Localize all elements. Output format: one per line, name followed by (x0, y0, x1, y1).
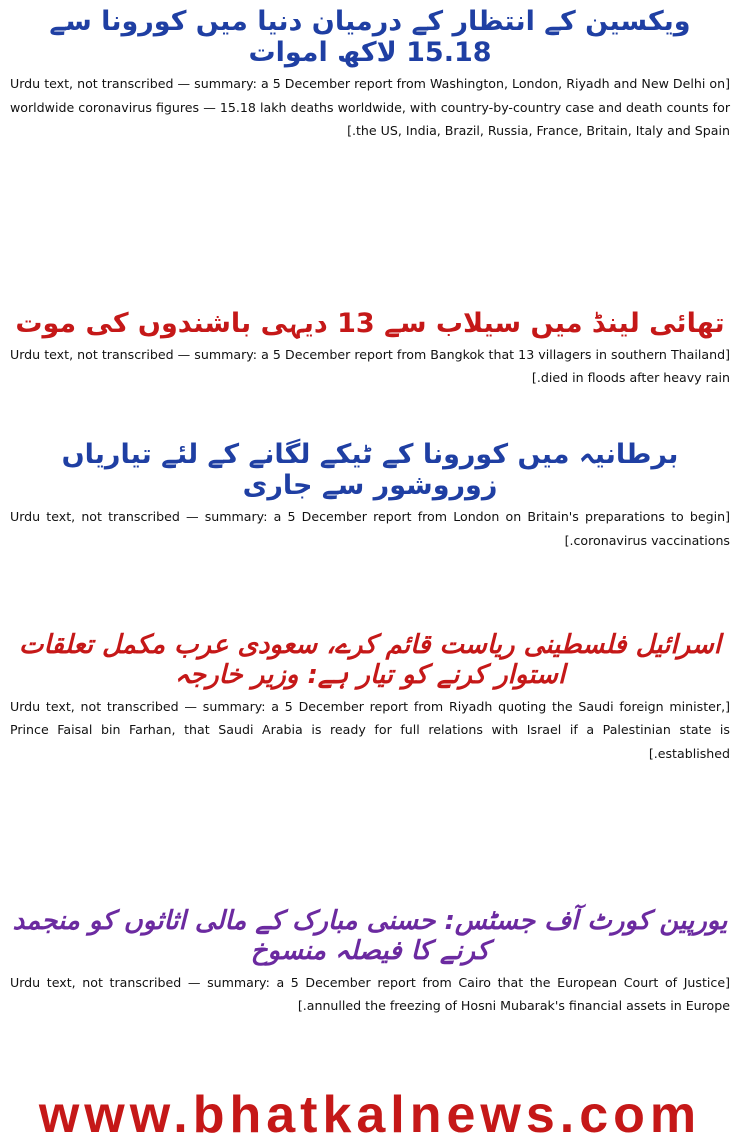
article-saudi-israel (8, 631, 732, 901)
body-mubarak-assets: [Urdu text, not transcribed — summary: a 5 December report from Cairo that the European Court of Justice annulled the freezing of Hosni Mubarak's financial assets in Europe.] (10, 974, 730, 1014)
website-watermark: www.bhatkalnews.com (38, 1086, 702, 1144)
article-thailand-flood (8, 308, 732, 433)
body-uk-vaccine: [Urdu text, not transcribed — summary: a 5 December report from London on Britain's preparations to begin coronavirus vaccinations.] (10, 509, 730, 548)
body-saudi-israel: [Urdu text, not transcribed — summary: a 5 December report from Riyadh quoting the Saudi foreign minister, Prince Faisal bin Farhan, that Saudi Arabia is ready for full relations with Israel if a Palestinian state is established.] (10, 698, 730, 761)
headline-covid-world: ویکسین کے انتظار کے درمیان دنیا میں کورونا سے 15.18 لاکھ اموات (49, 6, 691, 69)
headline-saudi-israel: اسرائیل فلسطینی ریاست قائم کرے، سعودی عرب مکمل تعلقات استوار کرنے کو تیار ہے: وزیر خارجہ (19, 630, 721, 690)
article-uk-vaccine (8, 439, 732, 625)
headline-thailand-flood: تھائی لینڈ میں سیلاب سے 13 دیہی باشندوں کی موت (15, 308, 725, 339)
body-covid-world: [Urdu text, not transcribed — summary: a 5 December report from Washington, London, Riyadh and New Delhi on worldwide coronavirus figures — 15.18 lakh deaths worldwide, with country-by-country case and death counts for the US, India, Brazil, Russia, France, Britain, Italy and Spain.] (10, 76, 730, 138)
body-thailand-flood: [Urdu text, not transcribed — summary: a 5 December report from Bangkok that 13 villagers in southern Thailand died in floods after heavy rain.] (10, 347, 730, 386)
headline-mubarak-assets: یورپین کورٹ آف جسٹس: حسنی مبارک کے مالی اثاثوں کو منجمد کرنے کا فیصلہ منسوخ (12, 906, 728, 966)
article-mubarak-assets (8, 907, 732, 1112)
article-covid-world (8, 6, 732, 302)
headline-uk-vaccine: برطانیہ میں کورونا کے ٹیکے لگانے کے لئے تیاریاں زوروشور سے جاری (61, 439, 679, 502)
